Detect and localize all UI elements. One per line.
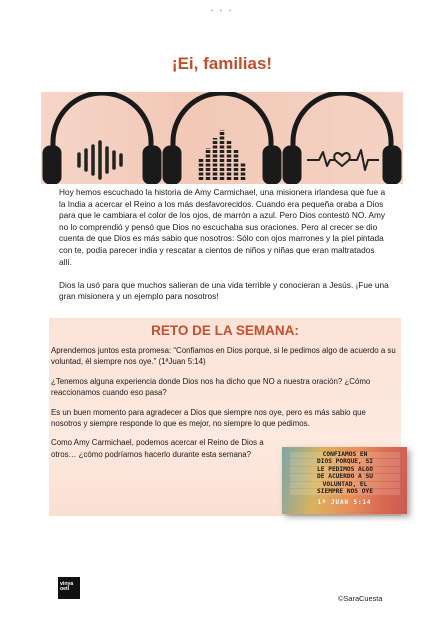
- logo-text: vinya: [60, 581, 74, 587]
- headphones-banner: [41, 92, 403, 184]
- page-title: ¡Ei, familias!: [171, 54, 273, 73]
- verse-line: DIOS PORQUE, SI: [290, 459, 400, 465]
- verse-line: DE ACUERDO A SU: [290, 474, 400, 480]
- challenge-title: RETO DE LA SEMANA:: [151, 323, 299, 338]
- challenge-paragraph: Aprendemos juntos esta promesa: “Confiamos en Dios porque, si le pedimos algo de acuerdo a su voluntad, él siempre nos oye.” (1ªJuan 5:14): [51, 346, 396, 367]
- verse-reference: 1ª JUAN 5:14: [317, 500, 372, 506]
- challenge-paragraph: Es un buen momento para agradecer a Dios que siempre nos oye, pero es más sabio que nosotros y siempre responde lo que es mejor, no siempre lo que pedimos.: [51, 407, 366, 429]
- author-credit: ©SaraCuesta: [338, 594, 383, 603]
- headphones-heartbeat-icon: [285, 93, 399, 182]
- story-paragraph: Hoy hemos escuchado la historia de Amy Carmichael, una misionera irlandesa que fue a la India a acercar el Reino a los más desfavorecidos. Cuando era pequeña oraba a Dios para que le cambiara el color de los ojos, de marrón a azul. Pero Dios contestó NO. Amy no lo comprendió y pensó que Dios no escuchaba sus oraciones. Pero al crecer se dio cuenta de que Dios es más sabio que nosotros: Sólo con ojos marrones y la piel pintada con te, podía parecer india y rescatar a cientos de niños y niñas que eran maltratados allí.: [59, 187, 386, 267]
- verse-line: CONFIAMOS EN: [290, 452, 400, 458]
- headphones-sound-wave-icon: [45, 93, 159, 182]
- challenge-paragraph: ¿Tenemos alguna experiencia donde Dios nos ha dicho que NO a nuestra oración? ¿Cómo reaccionamos cuando eso pasa?: [51, 376, 371, 398]
- story-text: [59, 187, 389, 315]
- headphones-equalizer-icon: [165, 93, 279, 182]
- publisher-logo: [58, 577, 80, 599]
- verse-card-image: [282, 447, 407, 514]
- logo-text: oeti: [60, 586, 70, 593]
- story-paragraph: Dios la usó para que muchos salieran de una vida terrible y conocieran a Jesús. ¡Fue una gran misionera y un ejemplo para nosotros!: [59, 279, 389, 302]
- page-indicator: • • •: [210, 6, 234, 15]
- verse-line: SIEMPRE NOS OYE: [290, 489, 400, 495]
- verse-text: [290, 452, 400, 496]
- verse-line: VOLUNTAD, EL: [290, 482, 400, 488]
- challenge-paragraph: Como Amy Carmichael, podemos acercar el Reino de Dios a otros… ¿cómo podríamos hacerlo durante esta semana?: [51, 438, 264, 459]
- verse-line: LE PEDIMOS ALGO: [290, 467, 400, 473]
